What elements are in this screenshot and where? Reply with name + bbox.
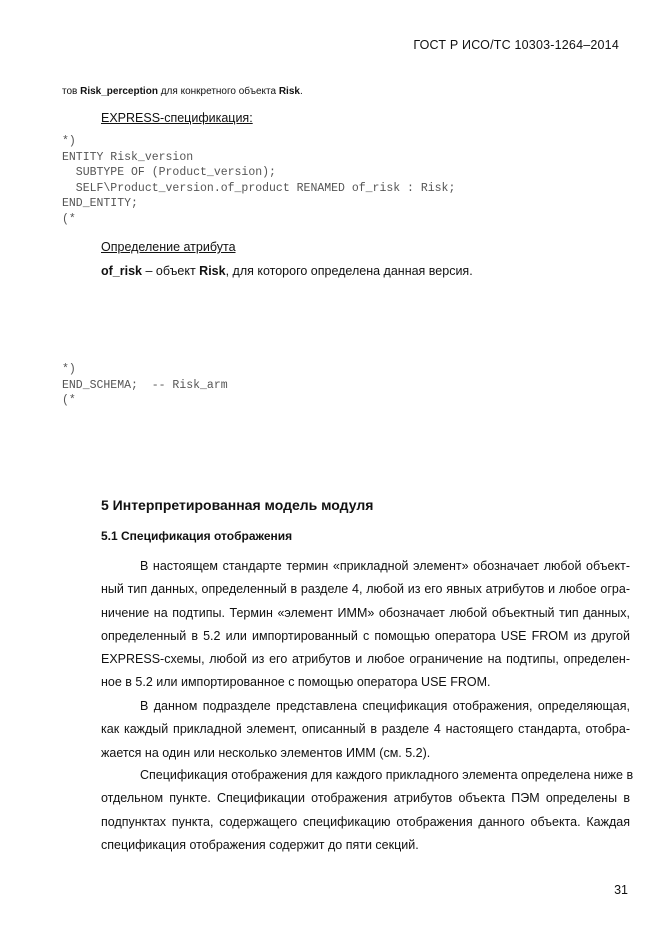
paragraph-line: подпунктах пункта, содержащего спецификацию отображения данного объекта. Каждая <box>101 814 630 829</box>
intro-prefix: тов <box>62 86 81 97</box>
paragraph-line: жается на один или несколько элементов ИММ (см. 5.2). <box>101 745 431 760</box>
paragraph-line: определенный в 5.2 или импортированный с помощью оператора USE FROM из другой <box>101 628 630 643</box>
document-header-standard: ГОСТ Р ИСО/ТС 10303-1264–2014 <box>413 38 619 52</box>
paragraph-line: отдельном пункте. Спецификации отображения атрибутов объекта ПЭМ определены в <box>101 791 630 806</box>
paragraph-line: Спецификация отображения для каждого прикладного элемента определена ниже в <box>140 768 634 782</box>
intro-term-risk: Risk <box>278 86 300 97</box>
paragraph-line: EXPRESS-схемы, любой из его атрибутов и любое ограничение на подтипы, определен- <box>101 652 630 667</box>
paragraph-subsection-overview <box>62 695 630 765</box>
attribute-text-before: – объект <box>142 264 200 278</box>
attribute-term-risk: Risk <box>199 264 226 278</box>
section-heading-5-1: 5.1 Спецификация отображения <box>101 529 293 543</box>
paragraph-line: ный тип данных, определенный в разделе 4, любой из его явных атрибутов и любое огра- <box>101 582 630 597</box>
section-heading-5: 5 Интерпретированная модель модуля <box>101 497 374 513</box>
intro-term-risk-perception: Risk_perception <box>80 86 158 97</box>
express-specification-label: EXPRESS-спецификация: <box>101 111 253 125</box>
attribute-definition-label: Определение атрибута <box>101 240 236 254</box>
paragraph-line: В настоящем стандарте термин «прикладной элемент» обозначает любой объект- <box>140 559 630 573</box>
intro-line <box>62 86 303 97</box>
paragraph-mapping-specification <box>62 764 634 857</box>
attribute-definition <box>101 264 473 278</box>
express-code-end-schema: *) END_SCHEMA; -- Risk_arm (* <box>62 363 228 408</box>
intro-suffix: . <box>299 86 303 97</box>
paragraph-line: В данном подразделе представлена спецификация отображения, определяющая, <box>140 699 630 713</box>
paragraph-line: спецификация отображения содержит до пяти секций. <box>101 837 419 852</box>
express-code-entity: *) ENTITY Risk_version SUBTYPE OF (Product_version); SELF\Product_version.of_product RENAMED of_risk : Risk; END_ENTITY; (* <box>62 135 456 226</box>
paragraph-terms <box>62 555 630 695</box>
paragraph-line: как каждый прикладной элемент, описанный в разделе 4 настоящего стандарта, отобра- <box>101 722 630 737</box>
paragraph-line: ничение на подтипы. Термин «элемент ИММ» обозначает любой объектный тип данных, <box>101 605 630 620</box>
intro-middle: для конкретного объекта <box>157 86 279 97</box>
attribute-name: of_risk <box>101 264 142 278</box>
paragraph-line: ное в 5.2 или импортированное с помощью оператора USE FROM. <box>101 675 491 690</box>
attribute-text-after: , для которого определена данная версия. <box>225 264 473 278</box>
page-number: 31 <box>614 883 628 897</box>
